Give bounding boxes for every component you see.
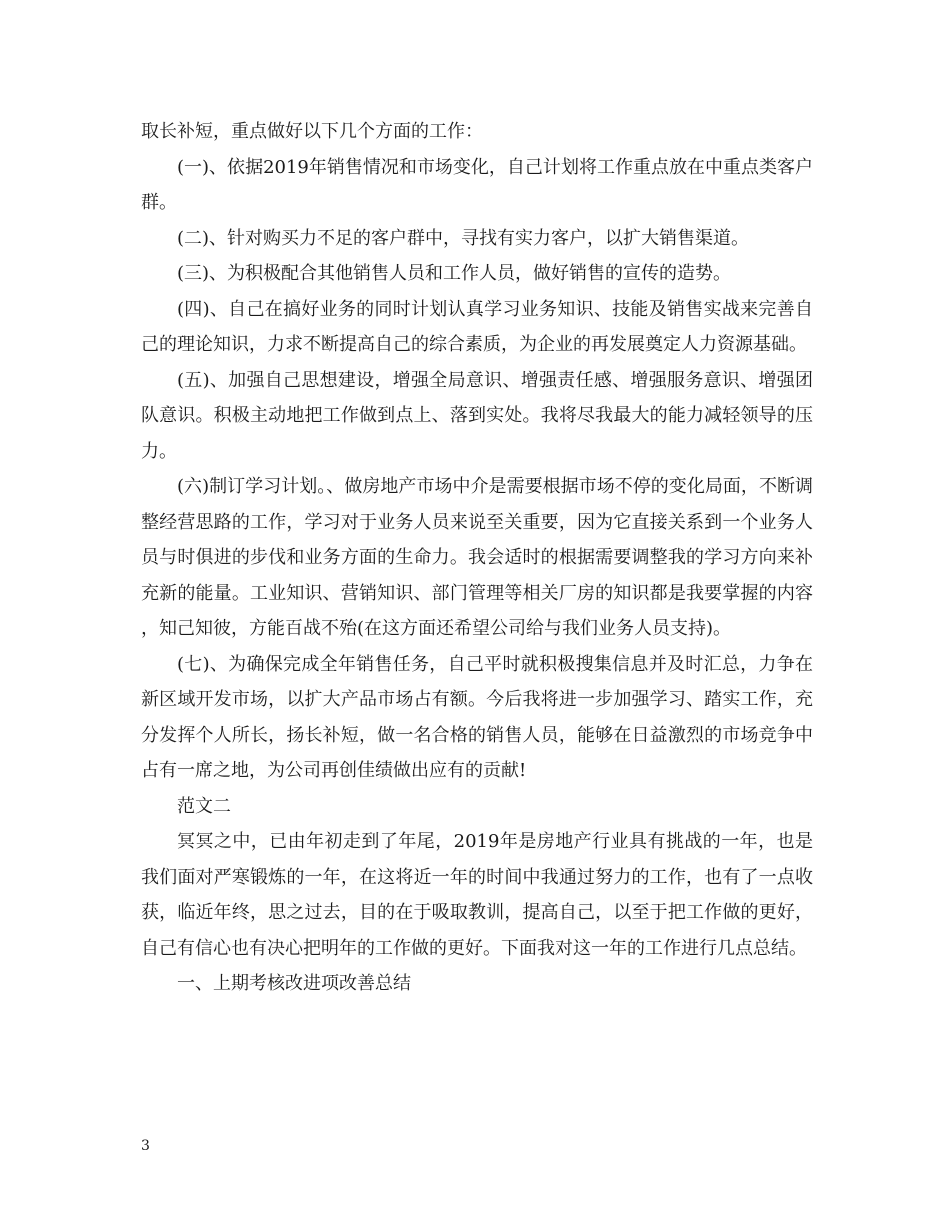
page-number: 3 [141, 1138, 150, 1154]
paragraph: (二)、针对购买力不足的客户群中，寻找有实力客户，以扩大销售渠道。 [177, 227, 750, 249]
paragraph: (四)、自己在搞好业务的同时计划认真学习业务知识、技能及销售实战来完善自己的理论知识，力求不断提高自己的综合素质，为企业的再发展奠定人力资源基础。 [141, 298, 813, 355]
paragraph: (一)、依据2019年销售情况和市场变化，自己计划将工作重点放在中重点类客户群。 [141, 156, 813, 213]
paragraph: (五)、加强自己思想建设，增强全局意识、增强责任感、增强服务意识、增强团队意识。积极主动地把工作做到点上、落到实处。我将尽我最大的能力减轻领导的压力。 [141, 369, 813, 462]
section-heading: 一、上期考核改进项改善总结 [177, 973, 411, 994]
paragraph: 冥冥之中，已由年初走到了年尾，2019年是房地产行业具有挑战的一年，也是我们面对严寒锻炼的一年，在这将近一年的时间中我通过努力的工作，也有了一点收获，临近年终，思之过去，目的在于吸取教训，提高自己，以至于把工作做的更好，自己有信心也有决心把明年的工作做的更好。下面我对这一年的工作进行几点总结。 [141, 831, 813, 959]
paragraph: (七)、为确保完成全年销售任务，自己平时就积极搜集信息并及时汇总，力争在新区域开发市场，以扩大产品市场占有额。今后我将进一步加强学习、踏实工作，充分发挥个人所长，扬长补短，做一名合格的销售人员，能够在日益激烈的市场竞争中占有一席之地，为公司再创佳绩做出应有的贡献! [141, 653, 813, 781]
section-heading: 范文二 [177, 795, 231, 817]
paragraph: (三)、为积极配合其他销售人员和工作人员，做好销售的宣传的造势。 [177, 263, 732, 284]
body-text [141, 114, 813, 1002]
paragraph: (六)制订学习计划。、做房地产市场中介是需要根据市场不停的变化局面，不断调整经营思路的工作，学习对于业务人员来说至关重要，因为它直接关系到一个业务人员与时俱进的步伐和业务方面的生命力。我会适时的根据需要调整我的学习方向来补充新的能量。工业知识、营销知识、部门管理等相关厂房的知识都是我要掌握的内容，知己知彼，方能百战不殆(在这方面还希望公司给与我们业务人员支持)。 [141, 476, 813, 639]
paragraph: 取长补短，重点做好以下几个方面的工作： [141, 121, 483, 142]
